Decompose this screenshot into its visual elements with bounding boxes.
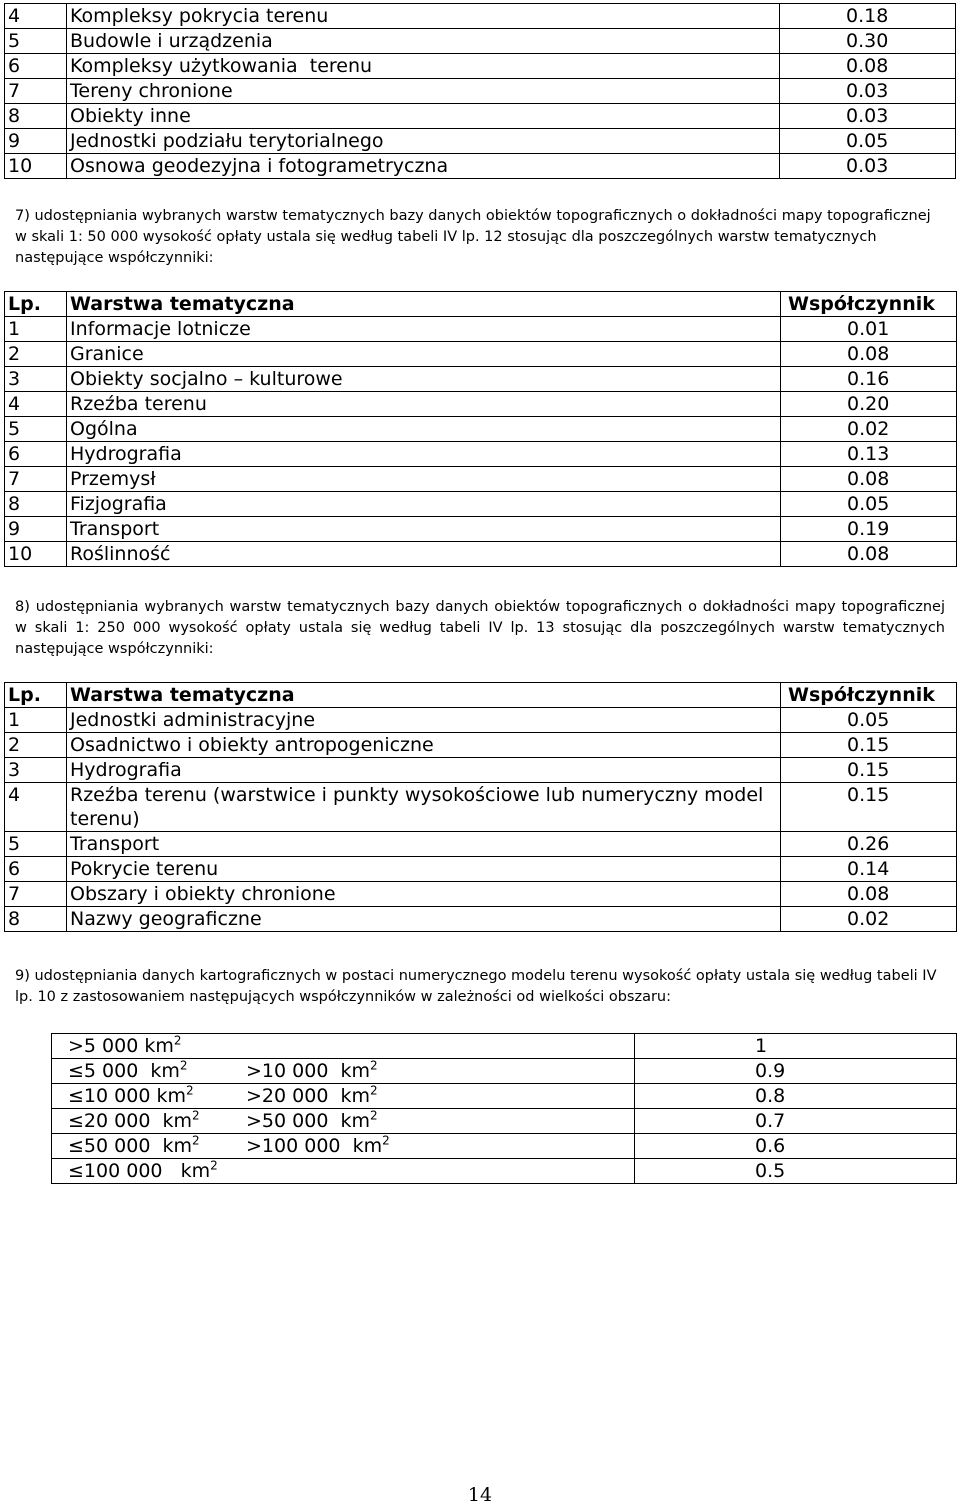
coefficient: 0.7 <box>635 1109 957 1134</box>
exponent: 2 <box>370 1108 378 1123</box>
coefficient: 0.05 <box>781 708 957 733</box>
page-number: 14 <box>467 1484 493 1506</box>
layer-name: Transport <box>67 832 781 857</box>
layer-name: Jednostki podziału terytorialnego <box>67 129 780 154</box>
table-row <box>5 342 957 367</box>
area-from: ≤20 000 km <box>68 1110 192 1132</box>
row-number: 1 <box>5 708 67 733</box>
coefficient: 0.6 <box>635 1134 957 1159</box>
exponent: 2 <box>185 1083 194 1098</box>
row-number: 4 <box>5 783 67 832</box>
table-row <box>5 517 957 542</box>
row-number: 5 <box>5 417 67 442</box>
layer-name: Osadnictwo i obiekty antropogeniczne <box>67 733 781 758</box>
coefficient: 0.26 <box>781 832 957 857</box>
exponent: 2 <box>173 1033 182 1048</box>
row-number: 7 <box>5 882 67 907</box>
table-row <box>5 492 957 517</box>
column-header-lp: Lp. <box>5 292 67 317</box>
coefficient: 0.05 <box>781 492 957 517</box>
area-from: ≤5 000 km <box>68 1060 180 1082</box>
layer-name: Hydrografia <box>67 758 781 783</box>
table-row <box>5 54 956 79</box>
area-to: >100 000 km <box>246 1135 383 1157</box>
table-row <box>5 417 957 442</box>
table-row <box>52 1059 957 1084</box>
row-number: 5 <box>5 29 67 54</box>
row-number: 10 <box>5 154 67 179</box>
area-from: ≤50 000 km <box>68 1135 192 1157</box>
layer-name: Obiekty inne <box>67 104 780 129</box>
row-number: 7 <box>5 79 67 104</box>
table-row <box>5 907 957 932</box>
coefficient: 0.13 <box>781 442 957 467</box>
coefficient: 0.02 <box>781 907 957 932</box>
table-row <box>5 367 957 392</box>
table-row <box>5 733 957 758</box>
coefficient: 0.03 <box>780 154 956 179</box>
column-header-layer: Warstwa tematyczna <box>67 292 781 317</box>
layer-name: Budowle i urządzenia <box>67 29 780 54</box>
layer-name: Tereny chronione <box>67 79 780 104</box>
coefficient: 0.02 <box>781 417 957 442</box>
table-row <box>5 317 957 342</box>
area-range <box>52 1109 635 1134</box>
table-row <box>5 392 957 417</box>
row-number: 5 <box>5 832 67 857</box>
table-row <box>5 79 956 104</box>
table-row <box>52 1134 957 1159</box>
area-range <box>52 1084 635 1109</box>
area-range <box>52 1059 635 1084</box>
row-number: 10 <box>5 542 67 567</box>
table-row <box>5 708 957 733</box>
table-row <box>5 783 957 832</box>
row-number: 8 <box>5 907 67 932</box>
coefficient: 0.16 <box>781 367 957 392</box>
column-header-coefficient: Współczynnik <box>781 292 957 317</box>
layer-name: Ogólna <box>67 417 781 442</box>
coefficient: 0.01 <box>781 317 957 342</box>
layer-name: Jednostki administracyjne <box>67 708 781 733</box>
coefficient: 0.8 <box>635 1084 957 1109</box>
layers-table-1-250000 <box>4 682 957 932</box>
table-row <box>5 129 956 154</box>
area-from: ≤100 000 km <box>68 1160 211 1182</box>
layers-table-1-50000 <box>4 291 957 567</box>
table-row <box>5 29 956 54</box>
table-row <box>52 1084 957 1109</box>
row-number: 3 <box>5 758 67 783</box>
section-7-text: 7) udostępniania wybranych warstw tematycznych bazy danych obiektów topograficznych o dokładności mapy topograficznej w skali 1: 50 000 wysokość opłaty ustala się według tabeli IV lp. 12 stosując dla poszczególnych warstw tematycznych następujące współczynniki: <box>15 208 931 266</box>
coefficient: 0.08 <box>781 882 957 907</box>
table-row <box>52 1034 957 1059</box>
layer-name: Transport <box>67 517 781 542</box>
row-number: 9 <box>5 129 67 154</box>
layer-name: Obszary i obiekty chronione <box>67 882 781 907</box>
row-number: 2 <box>5 342 67 367</box>
area-coefficient-table <box>51 1033 957 1184</box>
exponent: 2 <box>192 1133 200 1148</box>
layers-table-continued <box>4 3 956 179</box>
table-row <box>52 1159 957 1184</box>
row-number: 6 <box>5 54 67 79</box>
area-to: >20 000 km <box>246 1085 370 1107</box>
table-row <box>5 542 957 567</box>
table-row <box>5 467 957 492</box>
coefficient: 0.9 <box>635 1059 957 1084</box>
coefficient: 0.14 <box>781 857 957 882</box>
table-row <box>5 104 956 129</box>
coefficient: 1 <box>635 1034 957 1059</box>
section-9-text: 9) udostępniania danych kartograficznych w postaci numerycznego modelu terenu wysokość opłaty ustala się według tabeli IV lp. 10 z zastosowaniem następujących współczynników w zależności od wielkości obszaru: <box>15 968 937 1005</box>
layer-name: Fizjografia <box>67 492 781 517</box>
column-header-lp: Lp. <box>5 683 67 708</box>
table-header-row <box>5 292 957 317</box>
coefficient: 0.03 <box>780 79 956 104</box>
coefficient: 0.15 <box>781 783 957 832</box>
coefficient: 0.18 <box>780 4 956 29</box>
coefficient: 0.19 <box>781 517 957 542</box>
layer-name: Kompleksy użytkowania terenu <box>67 54 780 79</box>
coefficient: 0.03 <box>780 104 956 129</box>
exponent: 2 <box>370 1058 378 1073</box>
layer-name: Rzeźba terenu (warstwice i punkty wysokościowe lub numeryczny model terenu) <box>67 783 781 832</box>
layer-name: Granice <box>67 342 781 367</box>
table-row <box>5 882 957 907</box>
coefficient: 0.15 <box>781 733 957 758</box>
row-number: 4 <box>5 4 67 29</box>
area-to: >50 000 km <box>246 1110 370 1132</box>
layer-name: Informacje lotnicze <box>67 317 781 342</box>
section-8-text: 8) udostępniania wybranych warstw tematycznych bazy danych obiektów topograficznych o dokładności mapy topograficznej w skali 1: 250 000 wysokość opłaty ustala się według tabeli IV lp. 13 stosując dla poszczególnych warstw tematycznych następujące współczynniki: <box>15 599 945 657</box>
row-number: 9 <box>5 517 67 542</box>
column-header-layer: Warstwa tematyczna <box>67 683 781 708</box>
row-number: 6 <box>5 442 67 467</box>
layer-name: Rzeźba terenu <box>67 392 781 417</box>
coefficient: 0.15 <box>781 758 957 783</box>
exponent: 2 <box>179 1058 188 1073</box>
layer-name: Roślinność <box>67 542 781 567</box>
table-row <box>5 4 956 29</box>
row-number: 1 <box>5 317 67 342</box>
table-row <box>5 442 957 467</box>
table-row <box>5 758 957 783</box>
area-from: >5 000 km <box>68 1035 174 1057</box>
layer-name: Obiekty socjalno – kulturowe <box>67 367 781 392</box>
coefficient: 0.08 <box>781 542 957 567</box>
table-row <box>5 154 956 179</box>
exponent: 2 <box>382 1133 390 1148</box>
exponent: 2 <box>210 1158 218 1173</box>
layer-name: Osnowa geodezyjna i fotogrametryczna <box>67 154 780 179</box>
layer-name: Kompleksy pokrycia terenu <box>67 4 780 29</box>
layer-name: Nazwy geograficzne <box>67 907 781 932</box>
row-number: 8 <box>5 492 67 517</box>
coefficient: 0.08 <box>780 54 956 79</box>
table-header-row <box>5 683 957 708</box>
table-row <box>5 857 957 882</box>
table-row <box>5 832 957 857</box>
row-number: 7 <box>5 467 67 492</box>
area-to: >10 000 km <box>246 1060 370 1082</box>
coefficient: 0.08 <box>781 342 957 367</box>
area-range <box>52 1134 635 1159</box>
table-row <box>52 1109 957 1134</box>
coefficient: 0.08 <box>781 467 957 492</box>
layer-name: Pokrycie terenu <box>67 857 781 882</box>
coefficient: 0.05 <box>780 129 956 154</box>
row-number: 2 <box>5 733 67 758</box>
column-header-coefficient: Współczynnik <box>781 683 957 708</box>
coefficient: 0.5 <box>635 1159 957 1184</box>
row-number: 8 <box>5 104 67 129</box>
area-range <box>52 1034 635 1059</box>
coefficient: 0.30 <box>780 29 956 54</box>
row-number: 6 <box>5 857 67 882</box>
exponent: 2 <box>370 1083 378 1098</box>
layer-name: Przemysł <box>67 467 781 492</box>
coefficient: 0.20 <box>781 392 957 417</box>
area-range <box>52 1159 635 1184</box>
row-number: 4 <box>5 392 67 417</box>
exponent: 2 <box>192 1108 200 1123</box>
layer-name: Hydrografia <box>67 442 781 467</box>
row-number: 3 <box>5 367 67 392</box>
area-from: ≤10 000 km <box>68 1085 186 1107</box>
